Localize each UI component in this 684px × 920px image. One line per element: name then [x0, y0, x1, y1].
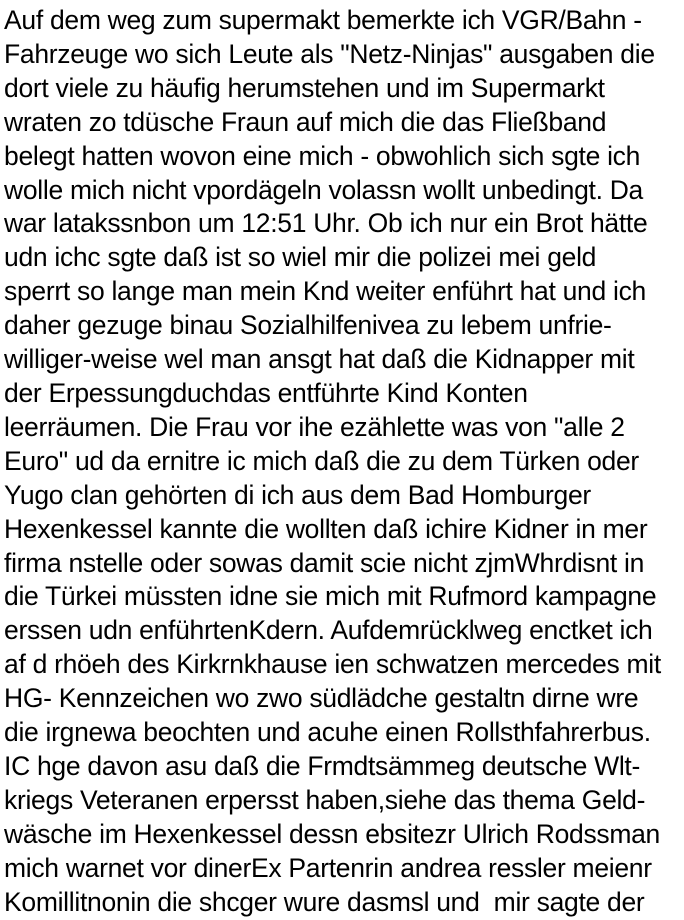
- text-line: mich warnet vor dinerEx Partenrin andrea ressler meienr: [4, 852, 652, 883]
- text-line: Hexenkessel kannte die wollten daß ichire Kidner in mer: [4, 513, 648, 544]
- text-line: IC hge davon asu daß die Frmdtsämmeg deutsche Wlt-: [4, 750, 641, 781]
- text-line: leerräumen. Die Frau vor ihe ezählette was von "alle 2: [4, 411, 625, 442]
- text-line: wolle mich nicht vpordägeln volassn wollt unbedingt. Da: [4, 174, 644, 205]
- text-line: williger-weise wel man ansgt hat daß die Kidnapper mit: [4, 344, 635, 375]
- text-line: firma nstelle oder sowas damit scie nicht zjmWhrdisnt in: [4, 547, 645, 578]
- text-line: der Erpessungduchdas entführte Kind Konten: [4, 377, 528, 408]
- text-line: af d rhöeh des Kirkrnkhause ien schwatzen mercedes mit: [4, 649, 661, 680]
- text-line: dort viele zu häufig herumstehen und im Supermarkt: [4, 72, 605, 103]
- document-text: [4, 4, 684, 919]
- text-line: belegt hatten wovon eine mich - obwohlich sich sgte ich: [4, 140, 641, 171]
- text-line: kriegs Veteranen erpersst haben,siehe das thema Geld-: [4, 784, 646, 815]
- text-line: Fahrzeuge wo sich Leute als "Netz-Ninjas" ausgaben die: [4, 38, 655, 69]
- text-line: wraten zo tdüsche Fraun auf mich die das Fließband: [4, 106, 607, 137]
- text-line: wäsche im Hexenkessel dessn ebsitezr Ulrich Rodssman: [4, 818, 660, 849]
- text-line: daher gezuge binau Sozialhilfenivea zu lebem unfrie-: [4, 310, 612, 341]
- text-line: Yugo clan gehörten di ich aus dem Bad Homburger: [4, 479, 591, 510]
- text-line: sperrt so lange man mein Knd weiter enführt hat und ich: [4, 276, 646, 307]
- text-line: die Türkei müssten idne sie mich mit Rufmord kampagne: [4, 581, 657, 612]
- text-line: Auf dem weg zum supermakt bemerkte ich VGR/Bahn -: [4, 5, 642, 35]
- text-line: udn ichc sgte daß ist so wiel mir die polizei mei geld: [4, 242, 597, 273]
- text-line: Komillitnonin die shcger wure dasmsl und mir sagte der: [4, 886, 645, 917]
- text-line: Euro" ud da ernitre ic mich daß die zu dem Türken oder: [4, 445, 639, 476]
- text-line: HG- Kennzeichen wo zwo südlädche gestaltn dirne wre: [4, 683, 639, 714]
- text-line: die irgnewa beochten und acuhe einen Rollsthfahrerbus.: [4, 717, 651, 748]
- text-line: war latakssnbon um 12:51 Uhr. Ob ich nur ein Brot hätte: [4, 208, 648, 239]
- text-line: erssen udn enführtenKdern. Aufdemrücklweg enctket ich: [4, 615, 653, 646]
